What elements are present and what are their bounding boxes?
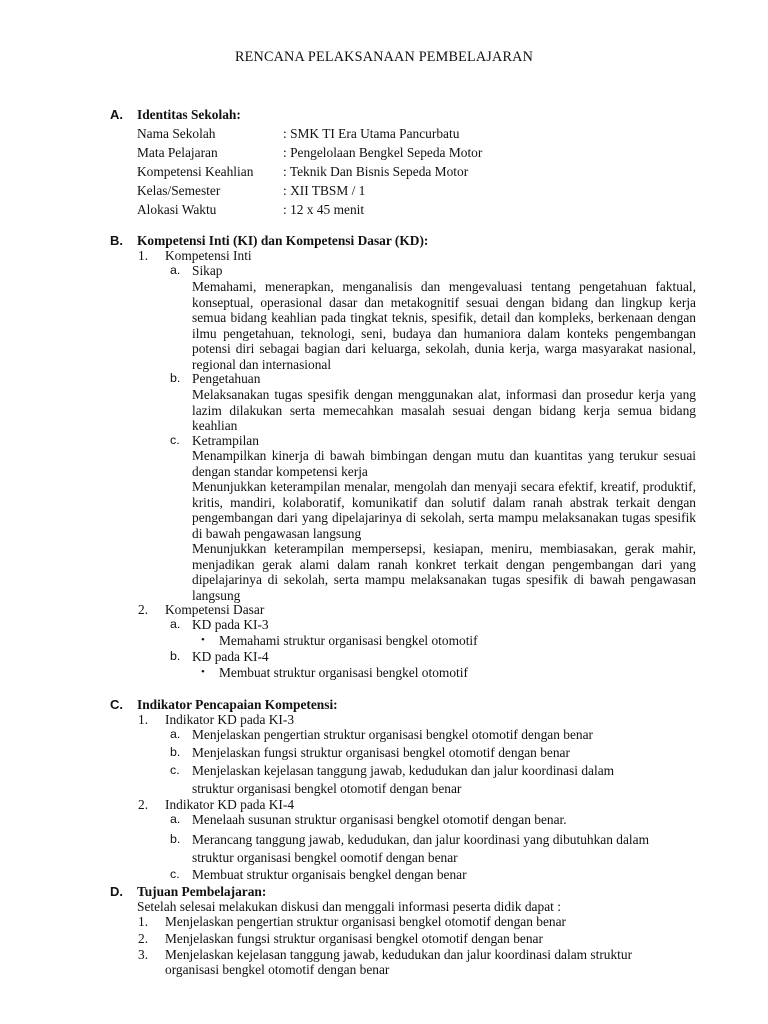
paragraph-pengetahuan: Melaksanakan tugas spesifik dengan menggunakan alat, informasi dan prosedur kerja yang lazim dilakukan serta memecahkan masalah sesuai dengan bidang kerja semua bidang keahlian [192,387,696,434]
sub-letter: b. [170,832,181,846]
bullet-text: Memahami struktur organisasi bengkel otomotif [219,633,478,648]
sub-letter: a. [170,812,181,826]
objective-text: Menjelaskan kejelasan tanggung jawab, kedudukan dan jalur koordinasi dalam struktur [165,947,633,962]
indicator-text: Menelaah susunan struktur organisasi bengkel otomotif dengan benar. [192,812,567,827]
identity-value: : Teknik Dan Bisnis Sepeda Motor [283,164,469,179]
identity-label: Kompetensi Keahlian [137,164,254,179]
objective-text: Menjelaskan fungsi struktur organisasi bengkel otomotif dengan benar [165,931,543,946]
list-number: 1. [138,712,149,727]
list-number: 2. [138,602,149,617]
sub-letter: c. [170,867,180,881]
list-item-label: Kompetensi Inti [165,248,252,263]
objective-text: organisasi bengkel otomotif dengan benar [165,962,390,977]
bullet-icon: • [201,634,205,646]
section-a-letter: A. [110,107,123,122]
sub-label: Sikap [192,263,223,278]
sub-letter: c. [170,433,180,447]
bullet-text: Membuat struktur organisasi bengkel otomotif [219,665,468,680]
list-item-label: Indikator KD pada KI-4 [165,797,295,812]
identity-label: Kelas/Semester [137,183,221,198]
indicator-text: Membuat struktur organisais bengkel dengan benar [192,867,467,882]
sub-label: Pengetahuan [192,371,261,386]
list-number: 3. [138,947,149,962]
section-d-letter: D. [110,884,123,899]
identity-value: : 12 x 45 menit [283,202,365,217]
section-d-intro: Setelah selesai melakukan diskusi dan menggali informasi peserta didik dapat : [137,899,561,914]
indicator-text: Menjelaskan pengertian struktur organisasi bengkel otomotif dengan benar [192,727,593,742]
sub-letter: a. [170,263,181,277]
section-b-heading: Kompetensi Inti (KI) dan Kompetensi Dasar (KD): [137,233,429,248]
objective-text: Menjelaskan pengertian struktur organisasi bengkel otomotif dengan benar [165,914,566,929]
identity-value: : Pengelolaan Bengkel Sepeda Motor [283,145,483,160]
identity-value: : SMK TI Era Utama Pancurbatu [283,126,460,141]
sub-letter: b. [170,649,181,663]
sub-label: KD pada KI-3 [192,617,269,632]
paragraph-sikap: Memahami, menerapkan, menganalisis dan mengevaluasi tentang pengetahuan faktual, konseptual, operasional dasar dan metakognitif sesuai dengan bidang dan lingkup kerja semua bidang keahlian pada tingkat teknis, spesifik, detail dan kompleks, berkenaan dengan ilmu pengetahuan, teknologi, seni, budaya dan humaniora dalam konteks pengembangan potensi diri sebagai bagian dari keluarga, sekolah, dunia kerja, warga masyarakat nasional, regional dan internasional [192,279,696,372]
section-a-heading: Identitas Sekolah: [137,107,241,122]
section-d-heading: Tujuan Pembelajaran: [137,884,267,899]
sub-letter: c. [170,763,180,777]
section-b-letter: B. [110,233,123,248]
list-number: 1. [138,914,149,929]
section-c-heading: Indikator Pencapaian Kompetensi: [137,697,338,712]
document-title: RENCANA PELAKSANAAN PEMBELAJARAN [234,49,534,65]
indicator-text: Merancang tanggung jawab, kedudukan, dan jalur koordinasi yang dibutuhkan dalam [192,832,650,847]
sub-label: KD pada KI-4 [192,649,269,664]
indicator-text: struktur organisasi bengkel oomotif dengan benar [192,850,458,865]
identity-label: Mata Pelajaran [137,145,218,160]
list-number: 2. [138,931,149,946]
list-number: 1. [138,248,149,263]
list-item-label: Indikator KD pada KI-3 [165,712,295,727]
paragraph-ketrampilan-1: Menampilkan kinerja di bawah bimbingan dengan mutu dan kuantitas yang terukur sesuai dengan standar kompetensi kerja [192,448,696,479]
identity-value: : XII TBSM / 1 [283,183,366,198]
indicator-text: Menjelaskan fungsi struktur organisasi bengkel otomotif dengan benar [192,745,570,760]
sub-letter: a. [170,727,181,741]
section-c-letter: C. [110,697,123,712]
list-item-label: Kompetensi Dasar [165,602,265,617]
identity-label: Nama Sekolah [137,126,216,141]
sub-letter: b. [170,371,181,385]
identity-label: Alokasi Waktu [137,202,217,217]
paragraph-ketrampilan-3: Menunjukkan keterampilan mempersepsi, kesiapan, meniru, membiasakan, gerak mahir, menjadikan gerak alami dalam ranah konkret terkait dengan pengembangan dari yang dipelajarinya di sekolah, serta mampu melaksanakan tugas spesifik di bawah pengawasan langsung [192,541,696,603]
indicator-text: Menjelaskan kejelasan tanggung jawab, kedudukan dan jalur koordinasi dalam [192,763,615,778]
list-number: 2. [138,797,149,812]
paragraph-ketrampilan-2: Menunjukkan keterampilan menalar, mengolah dan menyaji secara efektif, kreatif, produktif, kritis, mandiri, kolaboratif, komunikatif dan solutif dalam ranah abstrak terkait dengan pengembangan dari yang dipelajarinya di sekolah, serta mampu melaksanakan tugas spesifik di bawah pengawasan langsung [192,479,696,541]
bullet-icon: • [201,666,205,678]
sub-letter: b. [170,745,181,759]
sub-letter: a. [170,617,181,631]
sub-label: Ketrampilan [192,433,259,448]
indicator-text: struktur organisasi bengkel otomotif dengan benar [192,781,462,796]
